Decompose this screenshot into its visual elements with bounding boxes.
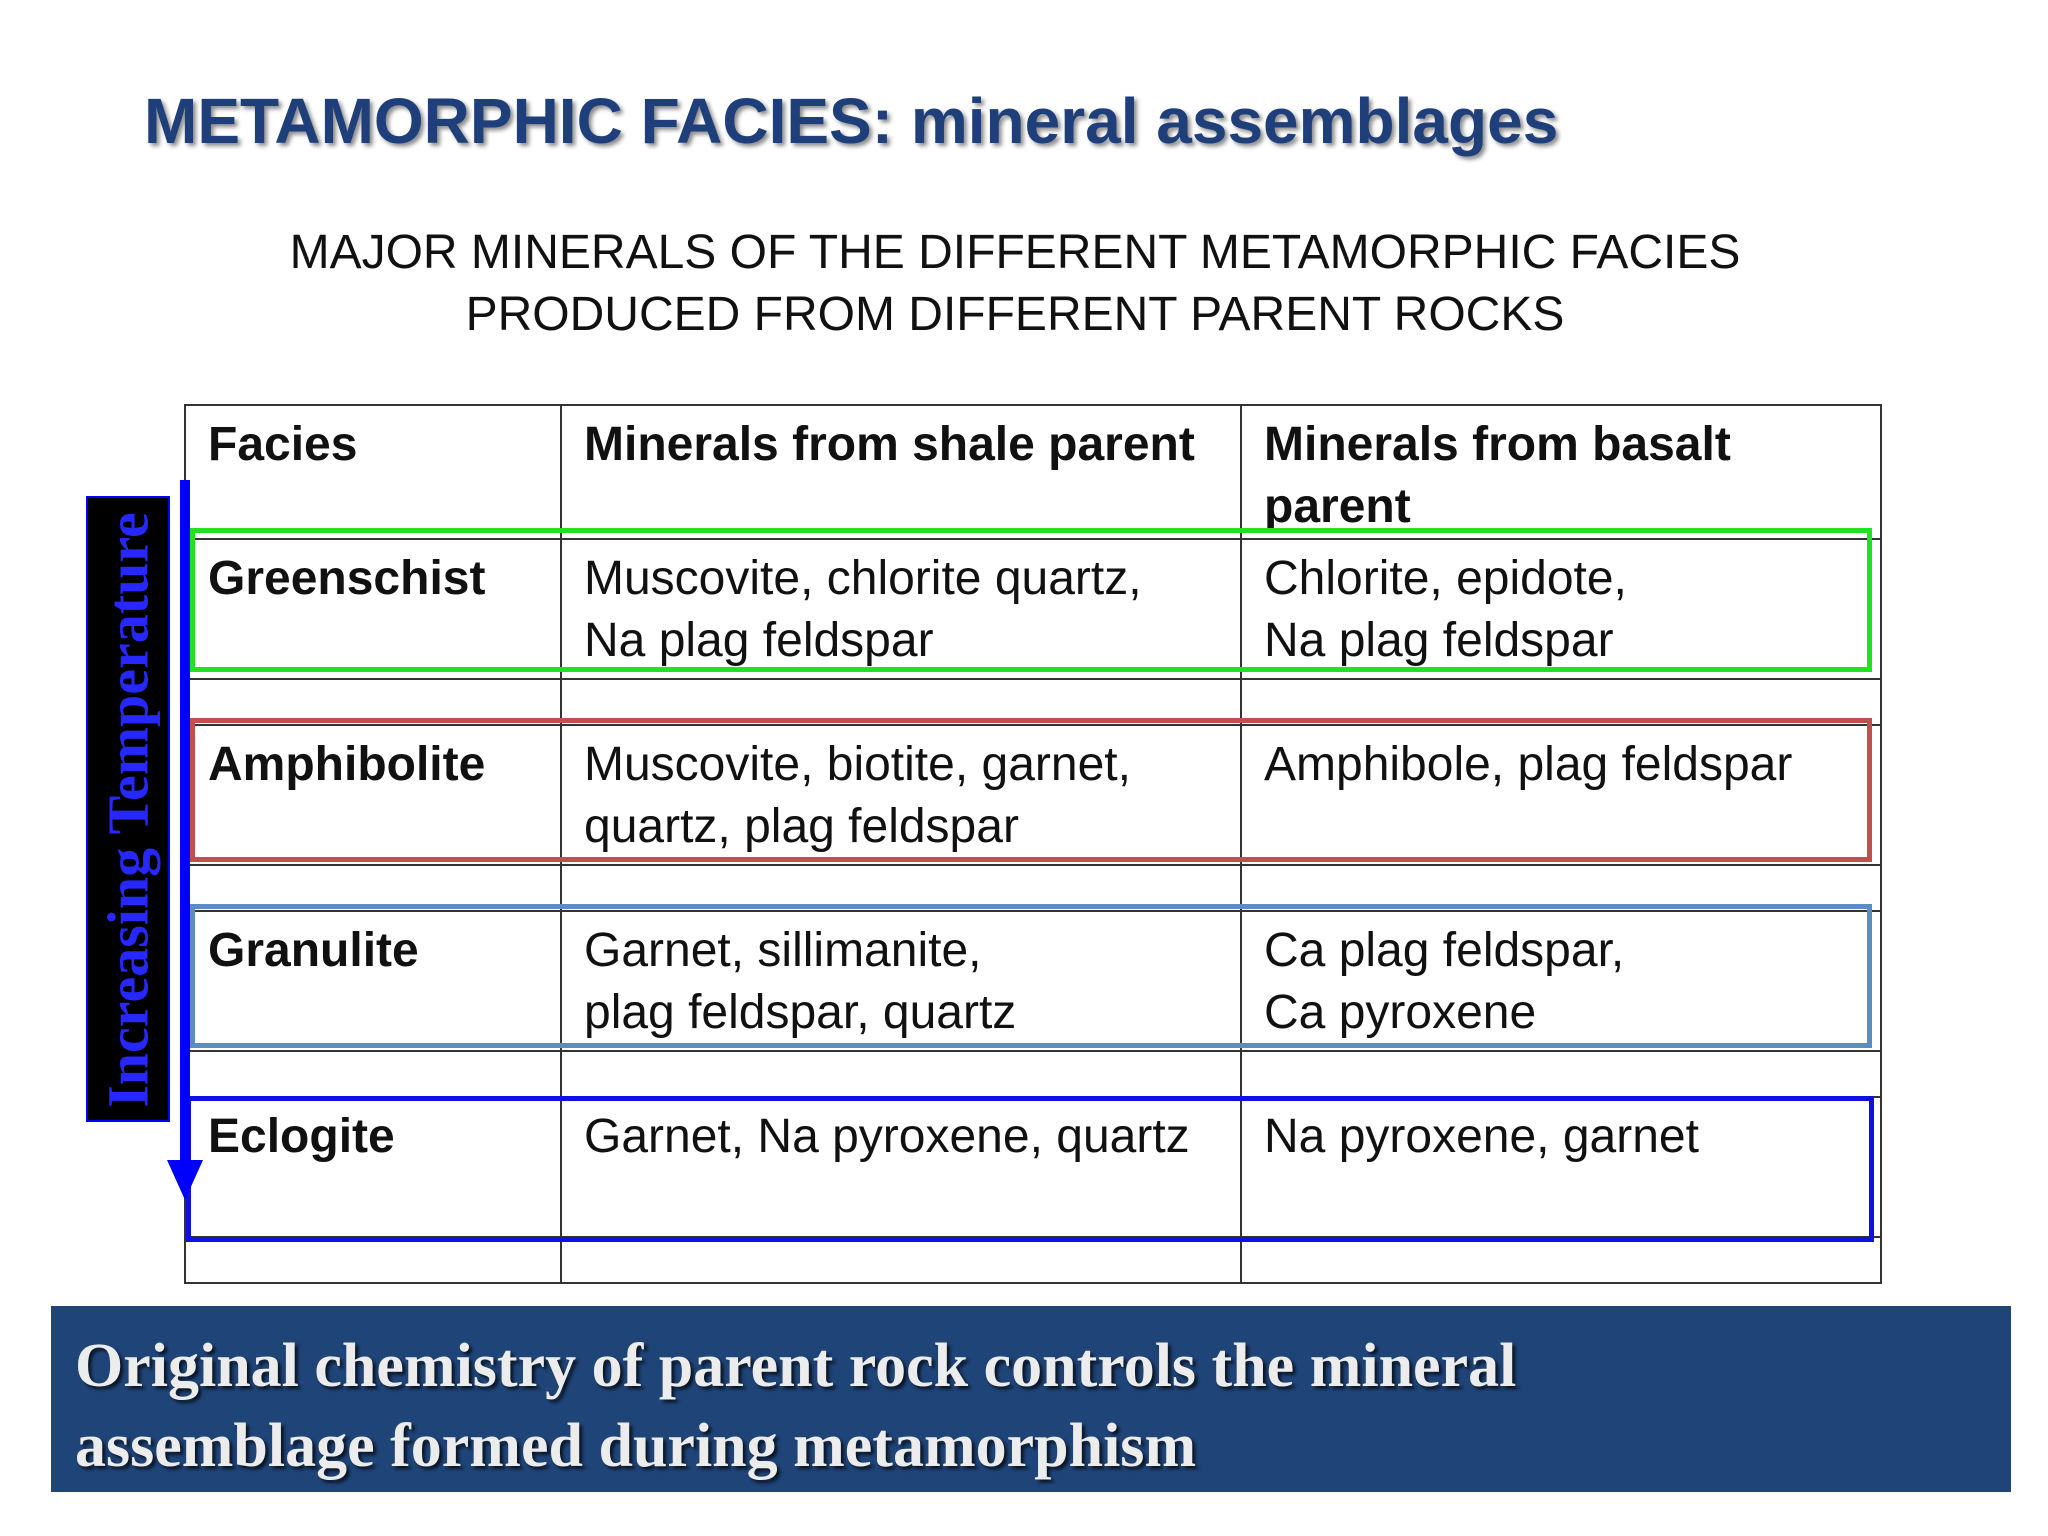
takeaway-text bbox=[75, 1326, 1516, 1486]
facies-name: Granulite bbox=[185, 911, 561, 1051]
shale-minerals: Garnet, Na pyroxene, quartz bbox=[561, 1097, 1241, 1237]
facies-name: Eclogite bbox=[185, 1097, 561, 1237]
table-spacer-row bbox=[185, 1051, 1881, 1097]
table-row-eclogite bbox=[185, 1097, 1881, 1237]
takeaway-banner bbox=[51, 1306, 2011, 1492]
table-header-row bbox=[185, 405, 1881, 539]
shale-minerals: Garnet, sillimanite, plag feldspar, quartz bbox=[561, 911, 1241, 1051]
facies-name: Greenschist bbox=[185, 539, 561, 679]
table-heading bbox=[250, 222, 1780, 346]
temperature-arrow-shaft bbox=[180, 480, 190, 1162]
header-basalt: Minerals from basalt parent bbox=[1241, 405, 1881, 539]
shale-minerals: Muscovite, biotite, garnet, quartz, plag feldspar bbox=[561, 725, 1241, 865]
table-row-amphibolite bbox=[185, 725, 1881, 865]
facies-name: Amphibolite bbox=[185, 725, 561, 865]
temperature-label: Increasing Temperature bbox=[95, 512, 161, 1108]
basalt-minerals: Amphibole, plag feldspar bbox=[1241, 725, 1881, 865]
table-row-greenschist bbox=[185, 539, 1881, 679]
facies-table bbox=[184, 404, 1882, 1284]
table-spacer-row bbox=[185, 1237, 1881, 1283]
table-heading-line-2: PRODUCED FROM DIFFERENT PARENT ROCKS bbox=[465, 288, 1565, 341]
table-heading-line-1: MAJOR MINERALS OF THE DIFFERENT METAMORPHIC FACIES bbox=[289, 226, 1741, 279]
basalt-minerals: Chlorite, epidote, Na plag feldspar bbox=[1241, 539, 1881, 679]
shale-minerals: Muscovite, chlorite quartz, Na plag feldspar bbox=[561, 539, 1241, 679]
slide-title: METAMORPHIC FACIES: mineral assemblages bbox=[144, 85, 1559, 157]
basalt-minerals: Na pyroxene, garnet bbox=[1241, 1097, 1881, 1237]
temperature-arrow-icon bbox=[166, 480, 206, 1206]
basalt-minerals: Ca plag feldspar, Ca pyroxene bbox=[1241, 911, 1881, 1051]
table-row-granulite bbox=[185, 911, 1881, 1051]
header-shale: Minerals from shale parent bbox=[561, 405, 1241, 539]
takeaway-line-2: assemblage formed during metamorphism bbox=[75, 1412, 1197, 1480]
takeaway-line-1: Original chemistry of parent rock controls the mineral bbox=[75, 1332, 1517, 1400]
header-facies: Facies bbox=[185, 405, 561, 539]
table-spacer-row bbox=[185, 865, 1881, 911]
temperature-arrow-head bbox=[167, 1160, 203, 1200]
table-spacer-row bbox=[185, 679, 1881, 725]
